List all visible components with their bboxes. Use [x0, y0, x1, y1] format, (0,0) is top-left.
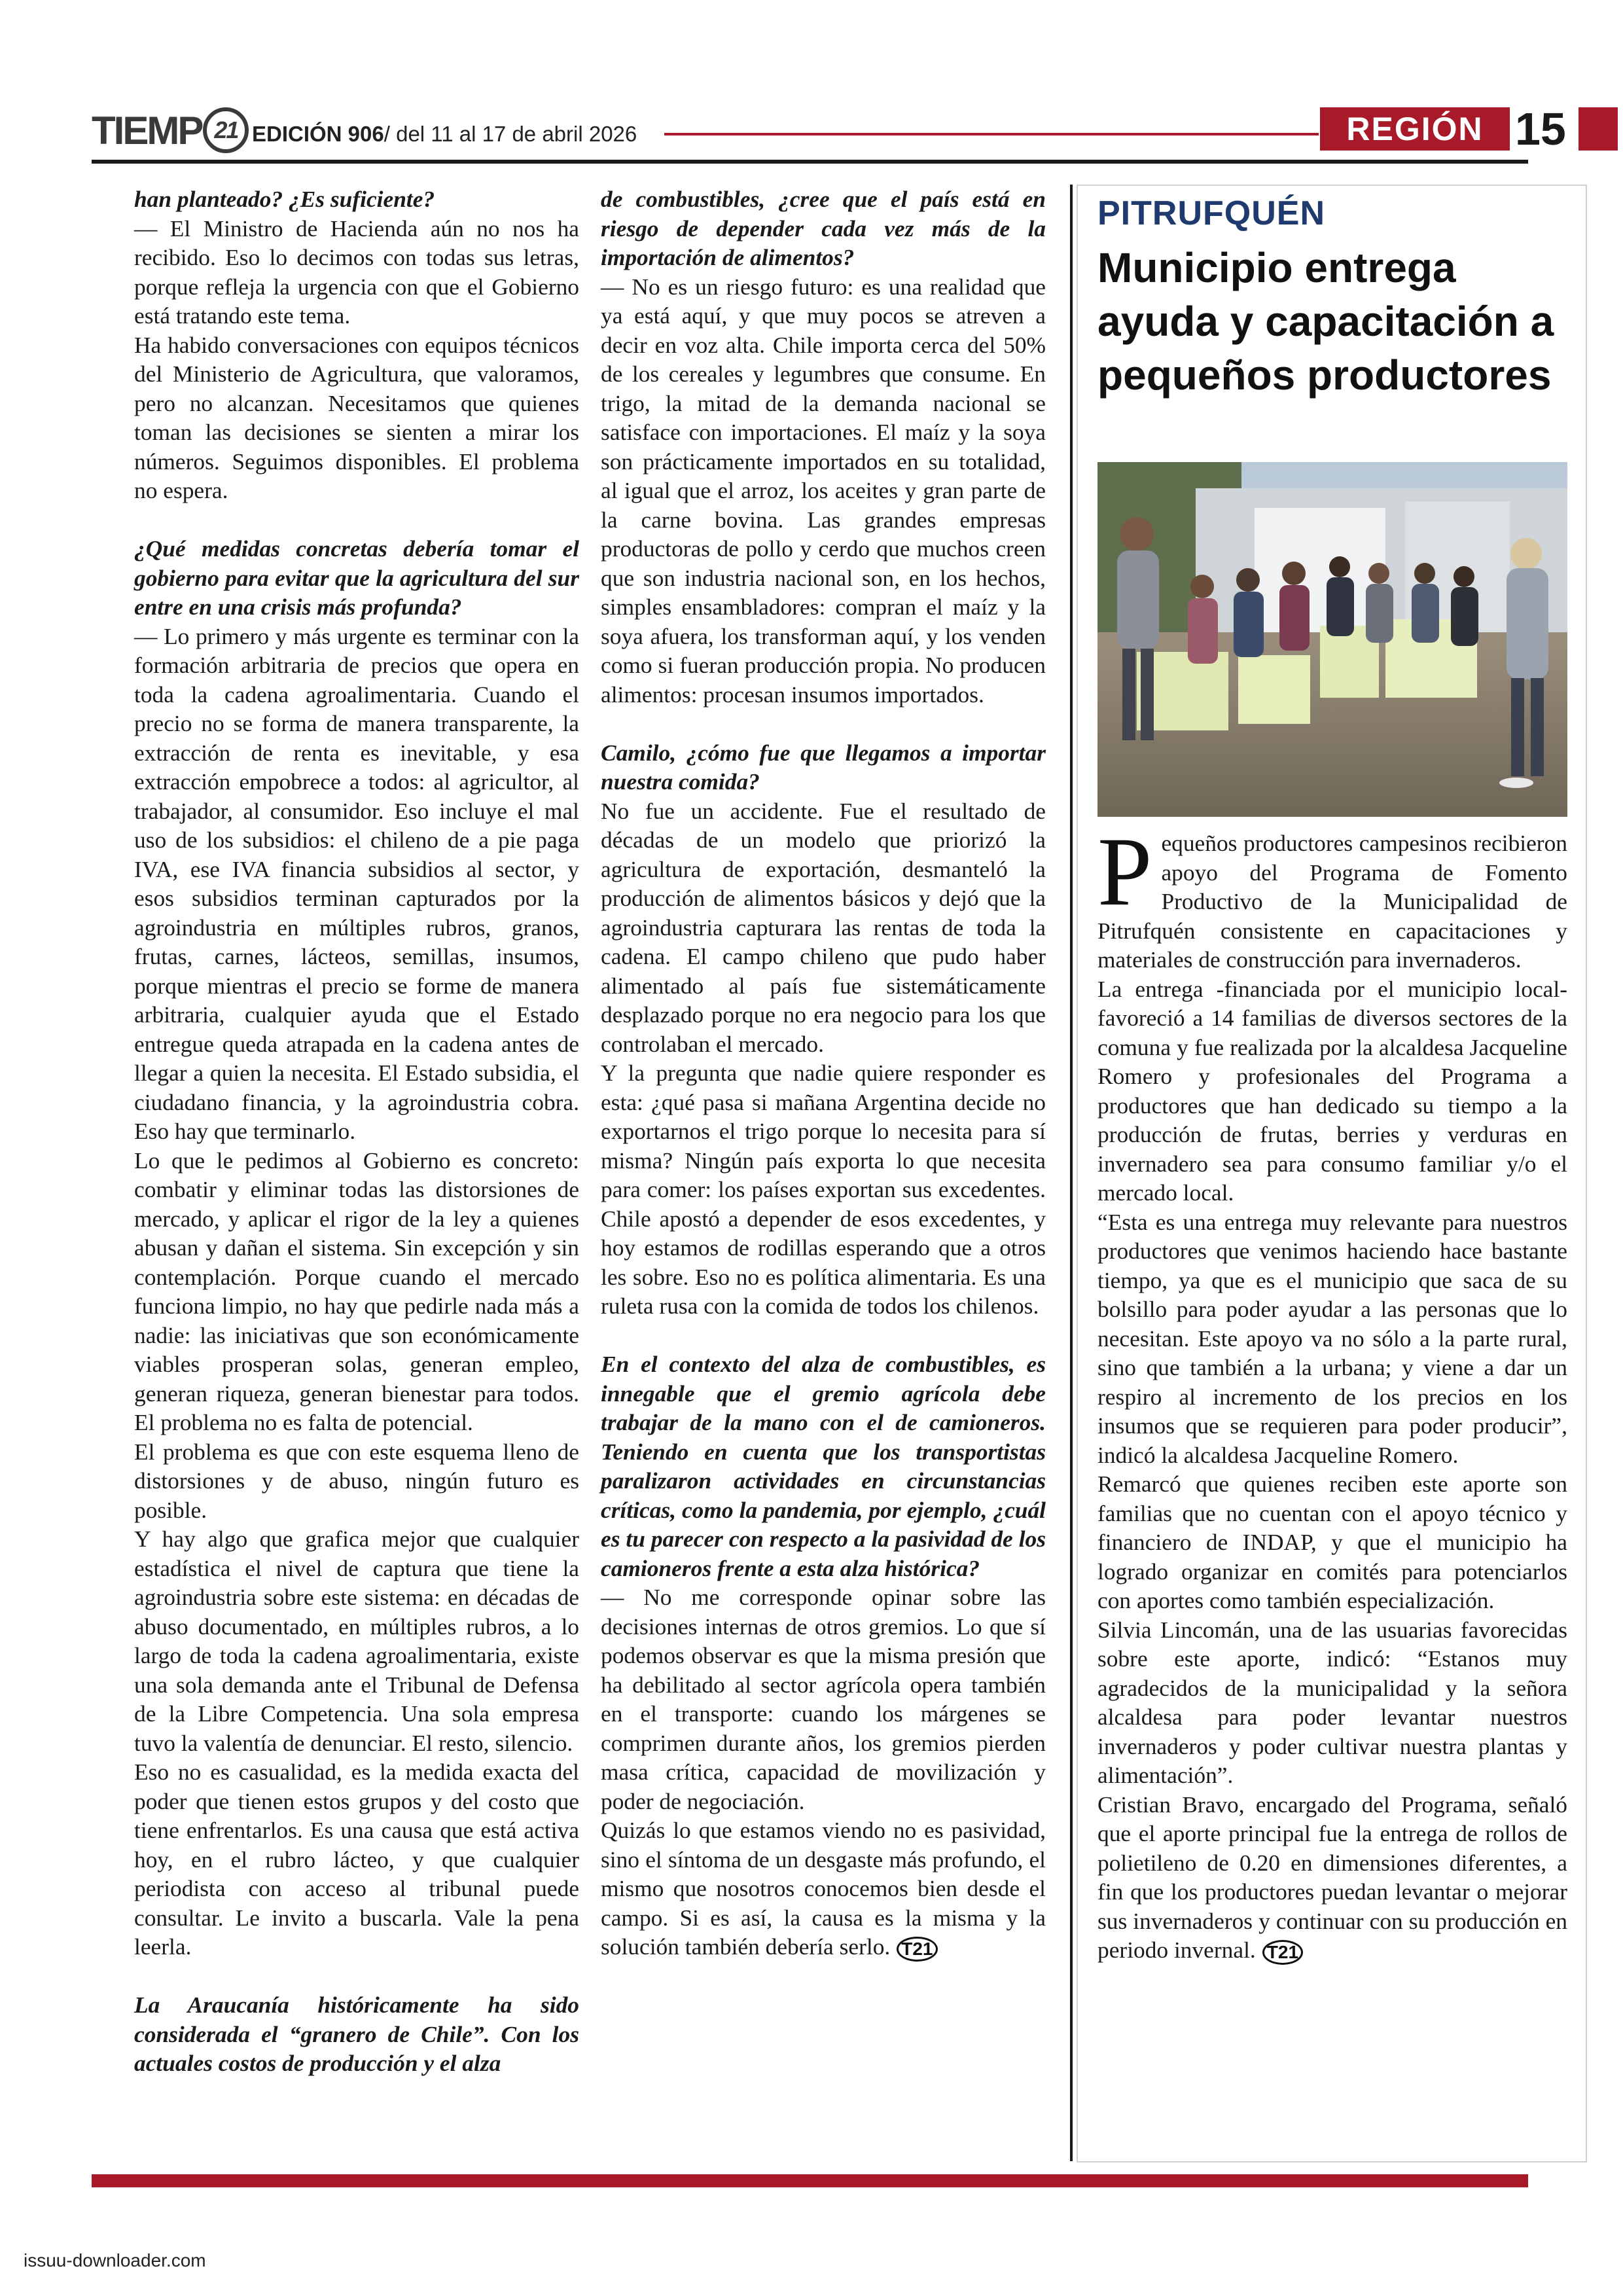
- watermark: issuu-downloader.com: [24, 2250, 206, 2270]
- edition-info: [252, 118, 637, 151]
- story-paragraph: Silvia Lincomán, una de las usuarias favorecidas sobre este aporte, indicó: “Estanos muy agradecidos de la municipalidad y la señora alcaldesa para poder levantar nuestros invernaderos y poder cultivar nuestra plantas y alimentación”.: [1097, 1616, 1567, 1788]
- story-paragraph: [1097, 1790, 1567, 1965]
- paragraph-text: No fue un accidente. Fue el resultado de décadas de un modelo que priorizó la agricultura de exportación, desmanteló la producción de alimentos básicos y dejó que la agroindustria capturara las rentas de toda la cadena. El campo chileno que pudo haber alimentado al país fue sistemáticamente desplazado porque no era negocio para los que controlaban el mercado.: [601, 797, 1046, 1057]
- story-lead-paragraph: [1097, 817, 1567, 975]
- interview-question: [134, 185, 579, 214]
- paragraph-text: de combustibles, ¿cree que el país está en riesgo de depender cada vez más de la importación de alimentos?: [601, 186, 1046, 270]
- story-headline: Municipio entrega ayuda y capacitación a pequeños productores: [1097, 244, 1554, 399]
- story-paragraph: Remarcó que quienes reciben este aporte son familias que no cuentan con el apoyo técnico y financiero de INDAP, y que el municipio ha logrado organizar en comités para potenciarlos con aportes como también especialización.: [1097, 1471, 1567, 1613]
- interview-answer: [601, 797, 1046, 1059]
- edition-dates: / del 11 al 17 de abril 2026: [383, 122, 637, 146]
- interview-question: [601, 1350, 1046, 1583]
- footer-bar: [92, 2174, 1528, 2187]
- paragraph-spacer: [134, 1962, 579, 1991]
- paragraph-text: — No es un riesgo futuro: es una realidad que ya está aquí, y que muy pocos se atreven a decir en voz alta. Chile importa cerca del 50% de los cereales y legumbres que consume. En trigo, la mitad de la demanda nacional se satisface con importaciones. El maíz y la soya son prácticamente importados en su totalidad, al igual que el arroz, los aceites y gran parte de la carne bovina. Las grandes empresas productoras de pollo y cerdo que muchos creen que son industria nacional son, en los hechos, simples ensambladores: compran el maíz y la soya afuera, los transforman aquí, y los venden como si fueran producción propia. No producen alimentos: procesan insumos importados.: [601, 273, 1046, 708]
- paragraph-text: — Lo primero y más urgente es terminar con la formación arbitraria de precios que opera en toda la cadena agroalimentaria. Cuando el precio no se forma de manera transparente, la extracción de renta es inevitable, y esa extracción empobrece a todos: al agricultor, al trabajador, al consumidor. Eso incluye el mal uso de los subsidios: el chileno de a pie paga IVA, ese IVA financia subsidios al sector, y esos subsidios terminan capturados por la agroindustria en múltiples rubros, granos, frutas, carnes, lácteos, semillas, insumos, porque mientras el precio se forme de manera arbitraria, cualquier ayuda que el Estado entregue queda atrapada en la cadena antes de llegar a quien la necesita. El Estado subsidia, el ciudadano financia, y la agroindustria cobra. Eso hay que terminarlo.: [134, 622, 579, 1144]
- article-column-2: [601, 185, 1046, 1962]
- paragraph-text: Eso no es casualidad, es la medida exacta del poder que tienen estos grupos y del costo que tiene enfrentarlos. Es una causa que está activa hoy, en el rubro lácteo, y que cualquier periodista con acceso al tribunal puede consultar. Le invito a buscarla. Vale la pena leerla.: [134, 1759, 579, 1960]
- paragraph-spacer: [134, 505, 579, 535]
- interview-question: [601, 185, 1046, 272]
- paragraph-text: Ha habido conversaciones con equipos técnicos del Ministerio de Agricultura, que valoramos, pero no alcanzan. Necesitamos que quienes toman las decisiones se sienten a mirar los números. Seguimos disponibles. El problema no espera.: [134, 331, 579, 503]
- paragraph-text: Quizás lo que estamos viendo no es pasividad, sino el síntoma de un desgaste más profundo, el mismo que nosotros conocemos bien desde el campo. Si es así, la causa es la misma y la solución también debería serlo.: [601, 1817, 1046, 1960]
- edition-label: EDICIÓN 906: [252, 122, 384, 146]
- end-mark-logo: T21: [897, 1937, 937, 1962]
- paragraph-text: El problema es que con este esquema lleno de distorsiones y de abuso, ningún futuro es posible.: [134, 1438, 579, 1523]
- photo-illustration: [1097, 462, 1567, 817]
- story-paragraph: La entrega -financiada por el municipio local- favoreció a 14 familias de diversos sectores de la comuna y fue realizada por la alcaldesa Jacqueline Romero y profesionales del Programa a productores que han dedicado su tiempo a la producción de frutas, berries y verduras en invernadero sea para consumo familiar y/o el mercado local.: [1097, 975, 1567, 1206]
- paragraph-text: — El Ministro de Hacienda aún no nos ha recibido. Eso lo decimos con todas sus letras, porque refleja la urgencia con que el Gobierno está tratando este tema.: [134, 215, 579, 329]
- interview-answer: [134, 214, 579, 331]
- interview-question: [134, 1990, 579, 2078]
- interview-answer: [134, 331, 579, 505]
- story-photo: [1097, 462, 1567, 817]
- header-divider: [92, 160, 1528, 164]
- interview-question: [134, 534, 579, 622]
- page-header: [92, 103, 1566, 164]
- paragraph-text: Lo que le pedimos al Gobierno es concreto: combatir y eliminar todas las distorsiones de mercado, y aplicar el rigor de la ley a quienes abusan y dañan el sistema. Sin excepción y sin contemplación. Porque cuando el mercado funciona limpio, no hay que pedirle nada más a nadie: las iniciativas que son económicamente viables prosperan solas, generan empleo, generan riqueza, generan bienestar para todos. El problema no es falta de potencial.: [134, 1147, 579, 1435]
- interview-answer: [134, 1437, 579, 1525]
- story-paragraph-text: Cristian Bravo, encargado del Programa, señaló que el aporte principal fue la entrega de rollos de polietileno de 0.20 en dimensiones diferentes, a fin que los productores puedan levantar o mejorar sus invernaderos y continuar con su producción en periodo invernal.: [1097, 1791, 1567, 1963]
- paragraph-text: Camilo, ¿cómo fue que llegamos a importar nuestra comida?: [601, 739, 1046, 795]
- interview-answer: [134, 622, 579, 1146]
- story-lead-text: equeños productores campesinos recibieron apoyo del Programa de Fomento Productivo de la Municipalidad de Pitrufquén consistente en capacitaciones y materiales de construcción para invernaderos.: [1097, 830, 1567, 973]
- interview-answer: [601, 1583, 1046, 1816]
- story-kicker: PITRUFQUÉN: [1097, 194, 1325, 232]
- logo-badge: 21: [203, 107, 249, 153]
- interview-answer: [601, 272, 1046, 709]
- interview-question: [601, 738, 1046, 797]
- paragraph-spacer: [601, 1321, 1046, 1350]
- paragraph-text: En el contexto del alza de combustibles, es innegable que el gremio agrícola debe trabajar de la mano con el de camioneros. Teniendo en cuenta que los transportistas paralizaron actividades en circunstancias críticas, como la pandemia, por ejemplo, ¿cuál es tu parecer con respecto a la pasividad de los camioneros frente a esta alza histórica?: [601, 1351, 1046, 1581]
- paragraph-text: — No me corresponde opinar sobre las decisiones internas de otros gremios. Lo que sí podemos observar es que la misma presión que ha debilitado al sector agrícola opera también en el transporte: cuando los márgenes se comprimen durante años, los gremios pierden masa crítica, capacidad de movilización y poder de negociación.: [601, 1584, 1046, 1814]
- column-divider: [1070, 185, 1073, 2161]
- page-number-bar: [1578, 107, 1618, 151]
- interview-answer: [601, 1058, 1046, 1321]
- logo-text: TIEMP: [92, 108, 202, 152]
- paragraph-text: La Araucanía históricamente ha sido considerada el “granero de Chile”. Con los actuales costos de producción y el alza: [134, 1992, 579, 2076]
- story-paragraph: “Esta es una entrega muy relevante para nuestros productores que venimos haciendo hace bastante tiempo, ya que es el municipio que saca de su bolsillo para poder ayudar a las personas que lo necesitan. Este apoyo va no sólo a la parte rural, sino que también a la urbana; y viene a dar un respiro al incremento de los precios en los insumos que se requieren para poder producir”, indicó la alcaldesa Jacqueline Romero.: [1097, 1208, 1567, 1468]
- drop-cap: P: [1097, 817, 1152, 926]
- publication-logo: [92, 106, 249, 154]
- paragraph-text: Y la pregunta que nadie quiere responder es esta: ¿qué pasa si mañana Argentina decide no exportarnos el trigo porque lo necesita para sí misma? Ningún país exporta lo que necesita para comer: los países exportan sus excedentes. Chile apostó a depender de esos excedentes, y hoy estamos de rodillas esperando que a otros les sobre. Eso no es política alimentaria. Es una ruleta rusa con la comida de todos los chilenos.: [601, 1060, 1046, 1319]
- paragraph-text: Y hay algo que grafica mejor que cualquier estadística el nivel de captura que tiene la agroindustria sobre este sistema: en décadas de abuso documentado, en múltiples rubros, a lo largo de toda la cadena agroalimentaria, existe una sola demanda ante el Tribunal de Defensa de la Libre Competencia. Una sola empresa tuvo la valentía de denunciar. El resto, silencio.: [134, 1526, 579, 1756]
- page-number: 15: [1515, 103, 1566, 154]
- sidebar-story: [1077, 185, 1587, 2162]
- section-label: REGIÓN: [1320, 107, 1510, 151]
- article-column-1: [134, 185, 579, 2078]
- end-mark-logo: T21: [1262, 1940, 1303, 1965]
- interview-answer: [134, 1146, 579, 1437]
- paragraph-text: han planteado? ¿Es suficiente?: [134, 186, 435, 212]
- paragraph-spacer: [601, 709, 1046, 738]
- header-rule-accent: [664, 133, 1319, 135]
- interview-answer: [601, 1816, 1046, 1962]
- interview-answer: [134, 1524, 579, 1757]
- paragraph-text: ¿Qué medidas concretas debería tomar el gobierno para evitar que la agricultura del sur entre en una crisis más profunda?: [134, 535, 579, 620]
- story-body: [1097, 817, 1567, 1965]
- interview-answer: [134, 1757, 579, 1962]
